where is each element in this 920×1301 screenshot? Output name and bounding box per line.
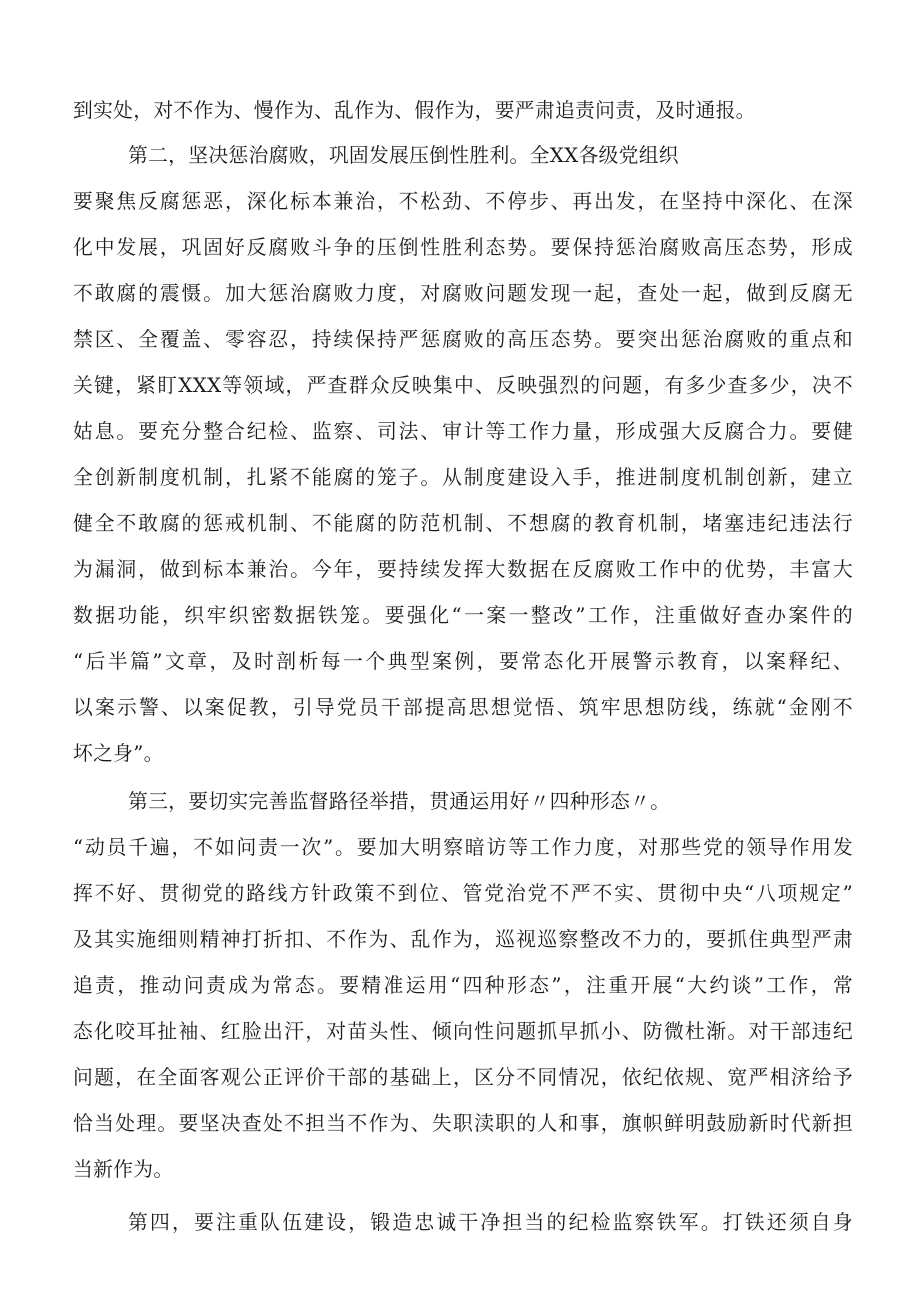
- section-heading-2: 第二，坚决惩治腐败，巩固发展压倒性胜利。全XX各级党组织: [128, 144, 679, 167]
- text-line: “后半篇”文章，及时剖析每一个典型案例，要常态化开展警示教育，以案释纪、: [73, 650, 853, 673]
- text-line: 不敢腐的震慑。加大惩治腐败力度，对腐败问题发现一起，查处一起，做到反腐无: [73, 282, 853, 305]
- text-line: 到实处，对不作为、慢作为、乱作为、假作为，要严肃追责问责，及时通报。: [73, 99, 756, 122]
- text-line: 禁区、全覆盖、零容忍，持续保持严惩腐败的高压态势。要突出惩治腐败的重点和: [73, 328, 853, 351]
- section-heading-3: 第三，要切实完善监督路径举措，贯通运用好〃四种形态〃。: [128, 790, 671, 813]
- section-heading-4: 第四，要注重队伍建设，锻造忠诚干净担当的纪检监察铁军。打铁还须自身: [128, 1211, 853, 1234]
- text-line: 挥不好、贯彻党的路线方针政策不到位、管党治党不严不实、贯彻中央“八项规定”: [73, 882, 853, 905]
- text-line: 及其实施细则精神打折扣、不作为、乱作为，巡视巡察整改不力的，要抓住典型严肃: [73, 928, 853, 951]
- text-line: 关键，紧盯XXX等领域，严查群众反映集中、反映强烈的问题，有多少查多少，决不: [73, 374, 853, 397]
- text-line: “动员千遍，不如问责一次”。要加大明察暗访等工作力度，对那些党的领导作用发: [73, 836, 853, 859]
- text-line: 恰当处理。要坚决查处不担当不作为、失职渎职的人和事，旗帜鲜明鼓励新时代新担: [73, 1112, 853, 1135]
- text-line: 当新作为。: [73, 1158, 174, 1181]
- text-line: 要聚焦反腐惩恶，深化标本兼治，不松劲、不停步、再出发，在坚持中深化、在深: [73, 190, 853, 213]
- text-line: 数据功能，织牢织密数据铁笼。要强化“一案一整改”工作，注重做好查办案件的: [73, 604, 853, 627]
- text-line: 为漏洞，做到标本兼治。今年，要持续发挥大数据在反腐败工作中的优势，丰富大: [73, 558, 853, 581]
- text-line: 态化咬耳扯袖、红脸出汗，对苗头性、倾向性问题抓早抓小、防微杜渐。对干部违纪: [73, 1020, 853, 1043]
- text-line: 坏之身”。: [73, 742, 164, 765]
- text-line: 以案示警、以案促教，引导党员干部提高思想觉悟、筑牢思想防线，练就“金刚不: [73, 696, 853, 719]
- text-line: 全创新制度机制，扎紧不能腐的笼子。从制度建设入手，推进制度机制创新，建立: [73, 466, 853, 489]
- text-line: 追责，推动问责成为常态。要精准运用“四种形态”，注重开展“大约谈”工作，常: [73, 974, 853, 997]
- text-line: 健全不敢腐的惩戒机制、不能腐的防范机制、不想腐的教育机制，堵塞违纪违法行: [73, 512, 853, 535]
- text-line: 问题，在全面客观公正评价干部的基础上，区分不同情况，依纪依规、宽严相济给予: [73, 1066, 853, 1089]
- text-line: 化中发展，巩固好反腐败斗争的压倒性胜利态势。要保持惩治腐败高压态势，形成: [73, 236, 853, 259]
- text-line: 姑息。要充分整合纪检、监察、司法、审计等工作力量，形成强大反腐合力。要健: [73, 420, 853, 443]
